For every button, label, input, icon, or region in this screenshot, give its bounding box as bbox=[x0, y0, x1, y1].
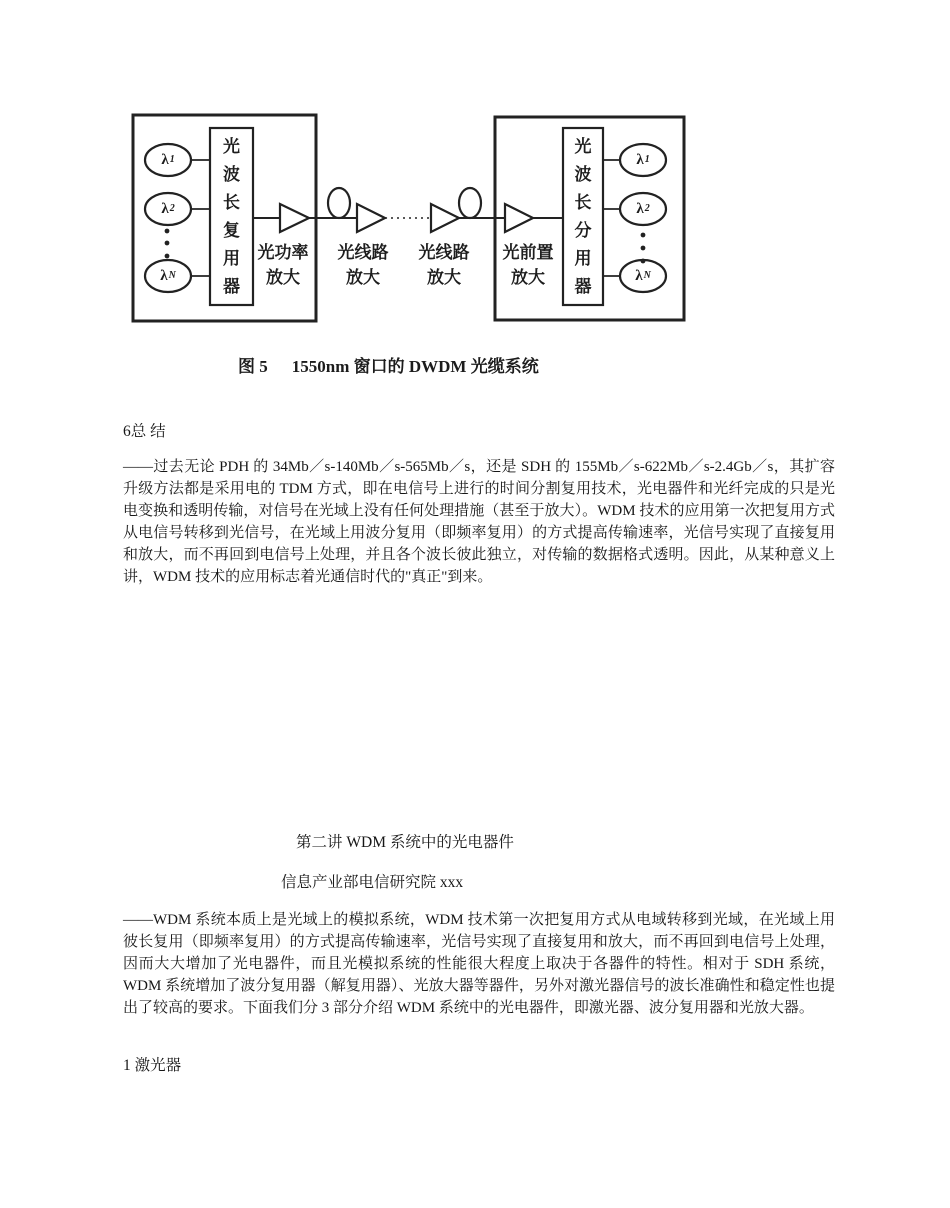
lambda-symbol: λ bbox=[635, 267, 643, 284]
amplifier-triangle-line2 bbox=[431, 204, 459, 232]
input-connector-stubs bbox=[191, 160, 210, 276]
lecture2-affiliation: 信息产业部电信研究院 xxx bbox=[281, 874, 464, 891]
amp-preamp-label bbox=[488, 240, 568, 290]
lambda-symbol: λ bbox=[636, 200, 644, 217]
amp-power-label-line1: 光功率 bbox=[257, 243, 309, 262]
amp-line2-label-line2: 放大 bbox=[427, 268, 461, 287]
summary-heading: 6总 结 bbox=[123, 423, 166, 440]
mux-label-text: 光波长复用器 bbox=[223, 136, 240, 296]
figure-caption-label: 图 5 bbox=[238, 357, 268, 376]
lambda-symbol: λ bbox=[161, 151, 169, 168]
lambda-symbol: λ bbox=[636, 151, 644, 168]
figure-caption bbox=[238, 352, 539, 377]
amp-line2-label bbox=[404, 240, 484, 290]
amp-line1-label-line1: 光线路 bbox=[337, 243, 389, 262]
figure-dwdm-system bbox=[128, 110, 703, 326]
ellipsis-dots-output bbox=[641, 233, 646, 264]
lambda-input-label-1: λ 1 bbox=[161, 151, 175, 168]
amp-preamp-label-line2: 放大 bbox=[511, 268, 545, 287]
lambda-input-label-n: λ N bbox=[160, 267, 176, 284]
lambda-symbol: λ bbox=[161, 200, 169, 217]
amp-line1-label bbox=[323, 240, 403, 290]
lambda-output-label-n: λ N bbox=[635, 267, 651, 284]
fiber-coil-1 bbox=[328, 188, 350, 218]
amp-power-label-line2: 放大 bbox=[266, 268, 300, 287]
amp-line1-label-line2: 放大 bbox=[346, 268, 380, 287]
amplifier-triangle-line1 bbox=[357, 204, 385, 232]
lecture2-title: 第二讲 WDM 系统中的光电器件 bbox=[296, 834, 514, 851]
summary-paragraph: ——过去无论 PDH 的 34Mb／s-140Mb／s-565Mb／s，还是 SDH 的 155Mb／s-622Mb／s-2.4Gb／s，其扩容升级方法都是采用电的 TDM 方式，即在电信号上进行的时间分割复用技术，光电器件和光纤完成的只是光电变换和透明传输，对信号在光域上没有任何处理措施（甚至于放大）。WDM 技术的应用第一次把复用方式从电信号转移到光信号，在光域上用波分复用（即频率复用）的方式提高传输速率，光信号实现了直接复用和放大，而不再回到电信号上处理，并且各个波长彼此独立，对传输的数据格式透明。因此，从某种意义上讲，WDM 技术的应用标志着光通信时代的"真正"到来。 bbox=[123, 459, 835, 585]
lecture2-paragraph: ——WDM 系统本质上是光域上的模拟系统，WDM 技术第一次把复用方式从电域转移到光域，在光域上用彼长复用（即频率复用）的方式提高传输速率，光信号实现了直接复用和放大，而不再回到电信号上处理，因而大大增加了光电器件，而且光模拟系统的性能很大程度上取决于各器件的特性。相对于 SDH 系统，WDM 系统增加了波分复用器（解复用器）、光放大器等器件，另外对激光器信号的波长准确性和稳定性也提出了较高的要求。下面我们分 3 部分介绍 WDM 系统中的光电器件，即激光器、波分复用器和光放大器。 bbox=[123, 912, 835, 1016]
ellipsis-dots-input bbox=[165, 229, 170, 259]
figure-caption-title: 1550nm 窗口的 DWDM 光缆系统 bbox=[291, 357, 539, 376]
section1-heading: 1 激光器 bbox=[123, 1057, 182, 1074]
lambda-output-label-1: λ 1 bbox=[636, 151, 650, 168]
lambda-symbol: λ bbox=[160, 267, 168, 284]
demux-label bbox=[563, 128, 603, 305]
output-connector-stubs bbox=[603, 160, 620, 276]
amplifier-triangle-power bbox=[280, 204, 309, 232]
lambda-output-label-2: λ 2 bbox=[636, 200, 650, 217]
demux-label-text: 光波长分用器 bbox=[574, 136, 592, 296]
amp-preamp-label-line1: 光前置 bbox=[502, 243, 554, 262]
lambda-input-label-2: λ 2 bbox=[161, 200, 175, 217]
amp-line2-label-line1: 光线路 bbox=[418, 243, 470, 262]
amp-power-label bbox=[243, 240, 323, 290]
amplifier-triangle-preamp bbox=[505, 204, 533, 232]
fiber-coil-2 bbox=[459, 188, 481, 218]
